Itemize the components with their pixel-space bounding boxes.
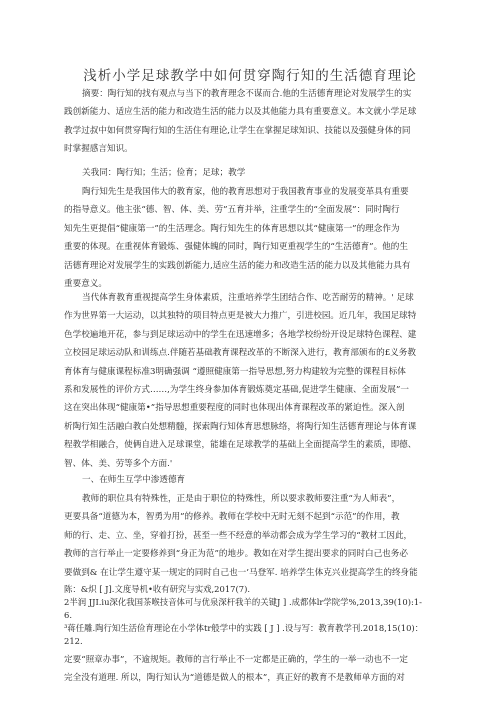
paragraph-line: 完全没有道理. 所以，陶行知认为“道德是做人的根本”，真正好的教育不是教师单方面的对 — [64, 673, 405, 684]
reference-item: 6. — [64, 610, 72, 620]
keywords — [64, 164, 438, 182]
paragraph-line: 立校园足球运动队和训练点.伴随若基础教育课程改革的不断深入进行，教育部颁布的£义务教 — [64, 348, 416, 359]
paragraph-line: 教师的言行举止一定要修养到“身正为范”的地步。教如在对学生提出要求的同时白己也务必 — [64, 549, 408, 560]
paragraph-2 — [64, 289, 438, 473]
references — [64, 583, 438, 648]
paragraph-line: 当代体育教育重视提高学生身体素质，注重培养学生团结合作、吃苦耐劳的精神。' 足球 — [82, 293, 414, 303]
paper-title: 浅析小学足球教学中如何贯穿陶行知的生活德育理论 — [83, 68, 417, 84]
paragraph-3 — [64, 490, 438, 582]
paragraph-4 — [64, 651, 438, 688]
paragraph-line: 活德育理论对发展学生的实践创新能力,适应生活的能力和改造生活的能力以及其他能力具有 — [64, 260, 411, 271]
reference-item: 212. — [64, 636, 83, 646]
paragraph-line: 定要“照章办事”，不逾规矩。教师的言行举止不一定都是正确的，学生的一举一动也不一定 — [64, 655, 408, 665]
section-heading-block — [64, 471, 438, 489]
paragraph-line: 这在突出体现“健康第•”指导思想重要程度的同时也体现出体育课程改革的紧迫性。深入剖 — [64, 403, 405, 414]
reference-item: 2半润 JJI.iu深化我国茶喉技音体可与优泉深杆我羊的关键J ] .成都体lr学院学%,2013,39(10):1- — [64, 597, 422, 607]
abstract-line: 教学过叔中如何贯穿陶行知的生活住有理论,让学生在掌握足球知识、技能以及强健身体的同 — [64, 125, 411, 136]
paragraph-line: 程教学相融合，使俩自进入足球课堂，能雄在足球教学的基础上全面提高学生的素质，即德、 — [64, 440, 417, 451]
reference-item: ³蒋任雕.陶行知生活俭育理论在小学体tr般学中的实践 [ J ] .设与写：教育教学刊.2018,15(10)： — [64, 623, 424, 633]
reference-item: 陈：&炽 [ J].文度导机•收有研究与实戏,2017(7). — [64, 584, 251, 594]
paragraph-line: 的指导意义。他主张“德、智、体、美、劳”五育并举，注重学生的“全面发展”：同时陶行 — [64, 205, 400, 216]
section-heading: 一、在师生互学中渗透德育 — [82, 475, 186, 485]
paragraph-line: 析陶行知生活融白教白处想精髓，探索陶行知体育思想脉络，将陶行知生活德育理论与体育课 — [64, 421, 417, 432]
paragraph-line: 智、体、美、劳等多个方面.' — [64, 458, 173, 469]
paragraph-1 — [64, 183, 438, 293]
paragraph-line: 更要具备“道德为本，智勇为用”的修养。教师在学校中无时无刻不起到“示范”的作用，教 — [64, 512, 400, 523]
paragraph-line: 系和发展性的评价方式……,为学生终身参加体育锻炼奠定基础,促进学生健康、全面发展”一 — [64, 384, 410, 395]
abstract-line: 摘要：陶行知的找有观点与当下的教育理念不谋而合.他的生活德育理论对发展学生的实 — [82, 89, 412, 99]
abstract — [64, 85, 438, 159]
paragraph-line: 要做到& 在让学生遵守某一规定的同时自己也一’马登军. 培养学生体克兴业提高学生的终身能 — [64, 567, 418, 578]
paragraph-line: 育体育与健康课程标准3明确强调 “遵照健康第一指导思想,努力构建较为完整的课程目标体 — [64, 366, 406, 377]
paragraph-line: 重要的体现。在重视体育锻炼、强健体魄的同时，陶行知更重视学生的“生活德育”。他的生 — [64, 242, 408, 253]
paragraph-line: 教师的职位具有特殊性，正是由于职位的特殊性，所以要求教师要注重“为人师表”， — [82, 494, 401, 504]
paragraph-line: 色学校遍地开花，参与到足球运动中的学生在迅速增多；各地学校纷纷开设足球特色课程、建 — [64, 329, 417, 340]
paragraph-line: 知先生更提倡“健康第一”的生活理念。陶行知先生的体育思想以其“健康第一”的理念作为 — [64, 223, 400, 234]
paragraph-line: 师的行、走、立、坐，穿着打扮，甚至一些不经意的举动都会成为学生学习的“教材工因此， — [64, 530, 413, 541]
abstract-line: 践创新能力、适应生活的能力和改造生活的能力以及其他能力具有重要意义。本文就小学足球 — [64, 107, 417, 118]
paragraph-line: 作为世界第一大运动，以其独特的项目特点更是被大力推广，引进校园。近几年，我国足球特 — [64, 311, 417, 322]
keywords-line: 关我同：陶行知；生活；俭育；足球；教学 — [82, 168, 246, 178]
abstract-line: 时掌握感言知识。 — [64, 144, 133, 155]
paragraph-line: 重要意义。 — [64, 278, 107, 289]
paragraph-line: 陶行知先生是我国伟大的教育家，他的教育思想对于我国教育事业的发展变革具有重要 — [82, 187, 409, 197]
